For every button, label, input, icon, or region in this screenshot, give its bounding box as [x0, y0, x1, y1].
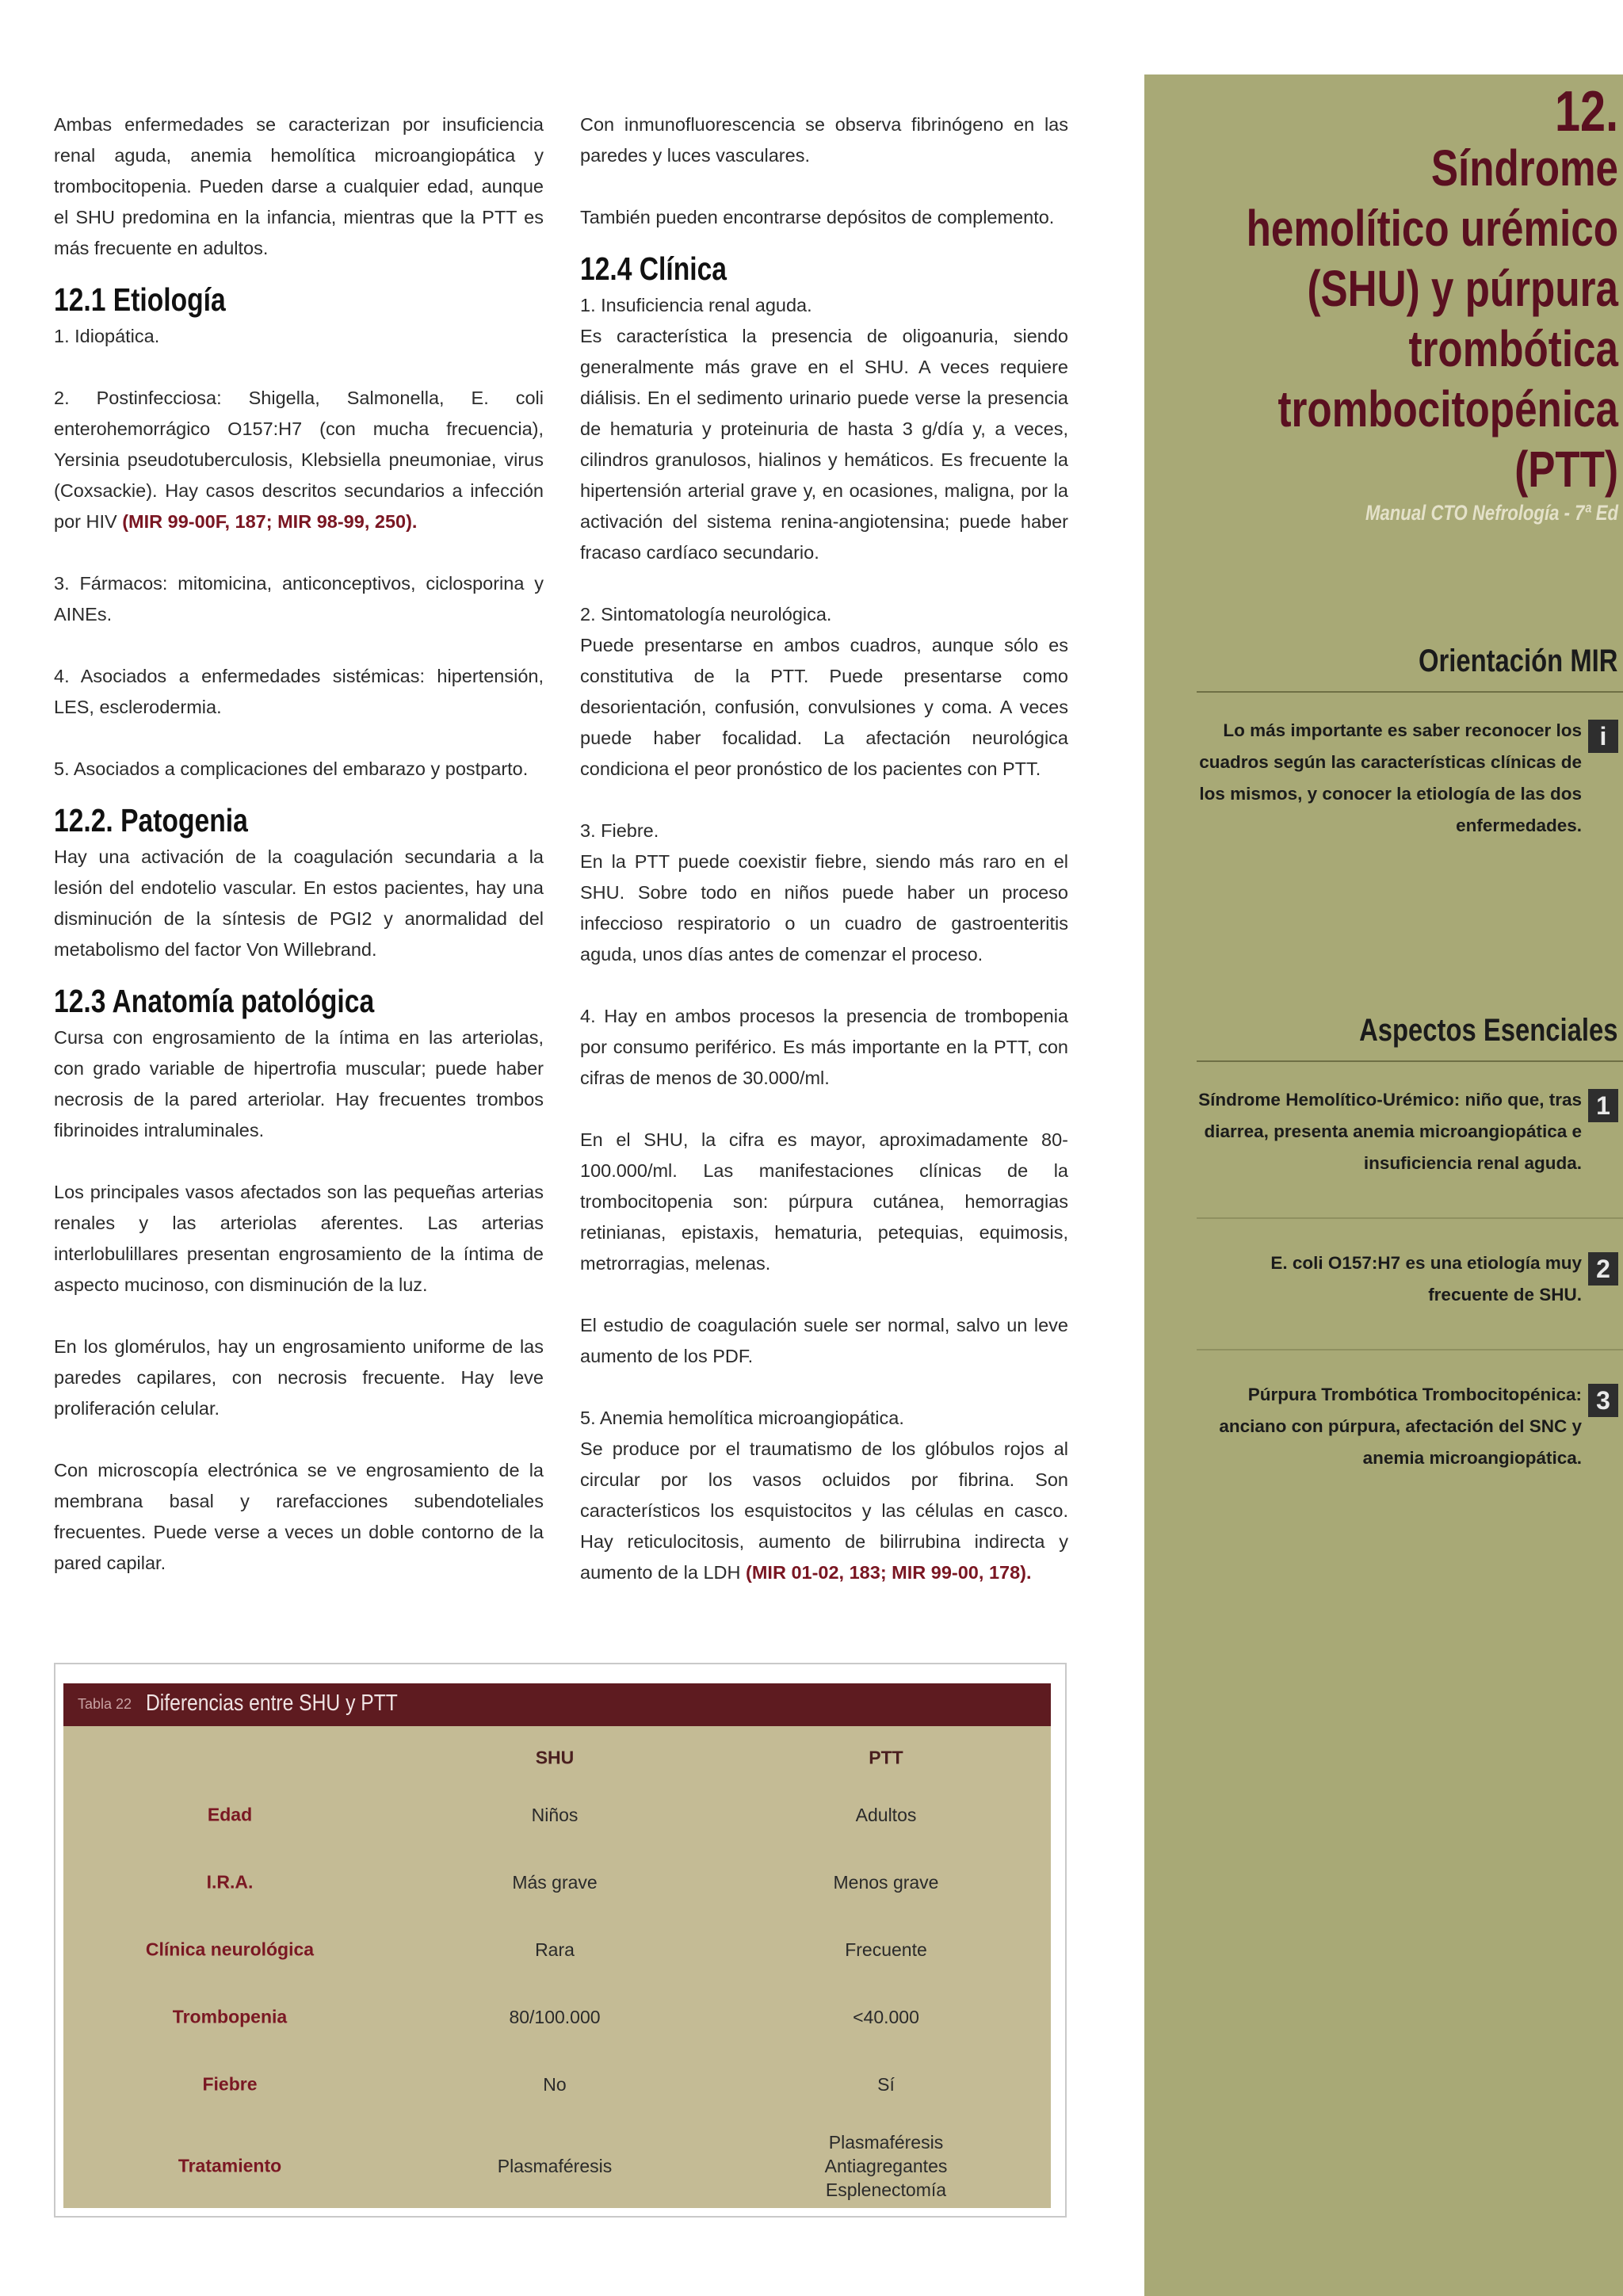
cell-shu-clinica: Rara: [535, 1939, 575, 1960]
aspecto-item-3: [1197, 1379, 1623, 1474]
row-label-ira: I.R.A.: [206, 1871, 254, 1893]
clinica-item-4-coagulacion: El estudio de coagulación suele ser normal, salvo un leve aumento de los PDF.: [580, 1315, 1068, 1366]
cell-shu-tratamiento: Plasmaféresis: [497, 2156, 613, 2176]
aspecto-text: Púrpura Trombótica Trombocitopénica: anciano con púrpura, afectación del SNC y anemia microangiopática.: [1219, 1385, 1582, 1468]
manual-subtitle: Manual CTO Nefrología - 7ª Ed: [1365, 501, 1618, 525]
tratamiento-line: Esplenectomía: [825, 2179, 947, 2200]
clinica-item-5-heading: 5. Anemia hemolítica microangiopática.: [580, 1408, 904, 1428]
clinica-item-4-shu: En el SHU, la cifra es mayor, aproximadamente 80-100.000/ml. Las manifestaciones clínicas de la trombocitopenia son: púrpura cutánea, hemorragias retinianas, epistaxis, hematuria, petequias, equimosis, metrorragias, melenas.: [580, 1129, 1068, 1274]
cell-shu-edad: Niños: [531, 1805, 579, 1825]
cell-ptt-edad: Adultos: [855, 1805, 917, 1825]
item-divider: [1197, 1349, 1623, 1350]
etiologia-item-4: 4. Asociados a enfermedades sistémicas: hipertensión, LES, esclerodermia.: [54, 666, 544, 717]
cell-shu-trombopenia: 80/100.000: [509, 2007, 601, 2027]
number-badge-icon: 2: [1588, 1252, 1618, 1286]
column-header-shu: SHU: [535, 1747, 575, 1768]
etiologia-item-3: 3. Fármacos: mitomicina, anticonceptivos, ciclosporina y AINEs.: [54, 573, 544, 625]
left-column: [54, 109, 544, 1579]
clinica-item-5-text: [580, 1434, 1068, 1588]
middle-column: [580, 109, 1068, 1588]
cell-ptt-fiebre: Sí: [877, 2074, 895, 2095]
patogenia-paragraph: Hay una activación de la coagulación secundaria a la lesión del endotelio vascular. En estos pacientes, hay una disminución de la síntesis de PGI2 y anormalidad del metabolismo del factor Von Willebrand.: [54, 846, 544, 960]
orientacion-mir-section: [1197, 642, 1623, 842]
orientacion-mir-title: Orientación MIR: [1418, 644, 1618, 678]
inmunofluorescencia-paragraph: Con inmunofluorescencia se observa fibrinógeno en las paredes y luces vasculares.: [580, 114, 1068, 166]
aspectos-esenciales-title: Aspectos Esenciales: [1359, 1013, 1618, 1048]
table-caption: Diferencias entre SHU y PTT: [146, 1690, 398, 1716]
mir-reference: (MIR 99-00F, 187; MIR 98-99, 250).: [122, 511, 418, 532]
section-heading-clinica: 12.4 Clínica: [580, 250, 727, 287]
clinica-item-3-heading: 3. Fiebre.: [580, 820, 659, 841]
aspecto-text: E. coli O157:H7 es una etiología muy frecuente de SHU.: [1270, 1253, 1582, 1305]
clinica-item-4-text: 4. Hay en ambos procesos la presencia de trombopenia por consumo periférico. Es más importante en la PTT, con cifras de menos de 30.000/ml.: [580, 1006, 1068, 1088]
etiologia-item-1: 1. Idiopática.: [54, 326, 160, 346]
anatomia-paragraph-4: Con microscopía electrónica se ve engrosamiento de la membrana basal y rarefacciones subendoteliales frecuentes. Puede verse a veces un doble contorno de la pared capilar.: [54, 1460, 544, 1573]
info-badge-icon: i: [1588, 720, 1618, 753]
etiologia-item-2-text: 2. Postinfecciosa: Shigella, Salmonella, E. coli enterohemorrágico O157:H7 (con mucha frecuencia), Yersinia pseudotuberculosis, Klebsiella pneumoniae, virus (Coxsackie). Hay casos descritos secundarios a infección por HIV: [54, 388, 544, 532]
section-divider: [1197, 691, 1623, 693]
anatomia-paragraph-2: Los principales vasos afectados son las pequeñas arterias renales y las arteriolas aferentes. Las arterias interlobulillares presentan engrosamiento de la íntima de aspecto mucinoso, con disminución de la luz.: [54, 1182, 544, 1295]
tratamiento-line: Plasmaféresis: [828, 2132, 944, 2153]
table-caption-bar: [63, 1683, 1051, 1726]
clinica-item-3-text: En la PTT puede coexistir fiebre, siendo más raro en el SHU. Sobre todo en niños puede haber un proceso infeccioso respiratorio o un cuadro de gastroenteritis aguda, unos días antes de comenzar el proceso.: [580, 851, 1068, 965]
column-header-ptt: PTT: [869, 1747, 903, 1768]
clinica-item-5-body: Se produce por el traumatismo de los glóbulos rojos al circular por los vasos ocluidos por fibrina. Son característicos los esquistocitos y las células en casco. Hay reticulocitosis, aumento de bilirrubina indirecta y aumento de la LDH: [580, 1438, 1068, 1583]
section-divider: [1197, 1060, 1623, 1062]
section-heading-etiologia: 12.1 Etiología: [54, 281, 226, 318]
etiologia-item-2: [54, 383, 544, 537]
cell-shu-fiebre: No: [543, 2074, 567, 2095]
complemento-paragraph: También pueden encontrarse depósitos de complemento.: [580, 207, 1055, 227]
table-label: Tabla 22: [78, 1696, 132, 1712]
anatomia-paragraph-1: Cursa con engrosamiento de la íntima en las arteriolas, con grado variable de hipertrofia muscular; puede haber necrosis de la pared arteriolar. Hay frecuentes trombos fibrinoides intraluminales.: [54, 1027, 544, 1140]
comparison-table: [63, 1726, 1051, 2208]
anatomia-paragraph-3: En los glomérulos, hay un engrosamiento uniforme de las paredes capilares, con necrosis frecuente. Hay leve proliferación celular.: [54, 1336, 544, 1419]
clinica-item-1-heading: 1. Insuficiencia renal aguda.: [580, 295, 812, 315]
clinica-item-2-heading: 2. Sintomatología neurológica.: [580, 604, 832, 625]
section-heading-anatomia: 12.3 Anatomía patológica: [54, 983, 375, 1019]
row-label-tratamiento: Tratamiento: [178, 2155, 282, 2176]
row-label-clinica-neurologica: Clínica neurológica: [145, 1939, 315, 1960]
cell-ptt-tratamiento: [825, 2130, 948, 2202]
aspecto-text: Síndrome Hemolítico-Urémico: niño que, tras diarrea, presenta anemia microangiopática e insuficiencia renal aguda.: [1198, 1090, 1582, 1173]
intro-paragraph: Ambas enfermedades se caracterizan por insuficiencia renal aguda, anemia hemolítica microangiopática y trombocitopenia. Pueden darse a cualquier edad, aunque el SHU predomina en la infancia, mientras que la PTT es más frecuente en adultos.: [54, 114, 544, 258]
aspecto-item-2: [1197, 1247, 1623, 1311]
row-label-edad: Edad: [207, 1804, 253, 1825]
section-heading-patogenia: 12.2. Patogenia: [54, 802, 248, 839]
tratamiento-line: Antiagregantes: [824, 2156, 948, 2176]
cell-ptt-ira: Menos grave: [833, 1872, 939, 1893]
chapter-title: Síndrome hemolítico urémico (SHU) y púrpura trombótica trombocitopénica (PTT): [1246, 139, 1618, 498]
orientacion-mir-text: Lo más importante es saber reconocer los cuadros según las características clínicas de los mismos, y conocer la etiología de las dos enfermedades.: [1199, 720, 1582, 835]
clinica-item-1-text: Es característica la presencia de oligoanuria, siendo generalmente más grave en el SHU. A veces requiere diálisis. En el sedimento urinario puede verse la presencia de hematuria y proteinuria de hasta 3 g/día y, a veces, cilindros granulosos, hialinos y hemáticos. Es frecuente la hipertensión arterial grave y, en ocasiones, maligna, por la activación del sistema renina-angiotensina; puede haber fracaso cardíaco secundario.: [580, 326, 1068, 563]
row-label-fiebre: Fiebre: [202, 2073, 258, 2095]
orientacion-mir-item: [1197, 715, 1623, 842]
cell-ptt-clinica: Frecuente: [845, 1939, 927, 1960]
clinica-item-2-text: Puede presentarse en ambos cuadros, aunque sólo es constitutiva de la PTT. Puede presentarse como desorientación, confusión, convulsiones y coma. A veces puede haber focalidad. La afectación neurológica condiciona el peor pronóstico de los pacientes con PTT.: [580, 635, 1068, 779]
mir-reference: (MIR 01-02, 183; MIR 99-00, 178).: [746, 1562, 1032, 1583]
row-label-trombopenia: Trombopenia: [172, 2006, 288, 2027]
item-divider: [1197, 1217, 1623, 1219]
aspecto-item-1: [1197, 1084, 1623, 1179]
chapter-number: 12.: [1554, 80, 1618, 143]
cell-shu-ira: Más grave: [512, 1872, 598, 1893]
number-badge-icon: 3: [1588, 1384, 1618, 1417]
cell-ptt-trombopenia: <40.000: [853, 2007, 919, 2027]
chapter-sidebar: [1144, 74, 1623, 2296]
aspectos-esenciales-section: [1197, 1011, 1623, 1474]
etiologia-item-5: 5. Asociados a complicaciones del embarazo y postparto.: [54, 758, 529, 779]
number-badge-icon: 1: [1588, 1089, 1618, 1122]
